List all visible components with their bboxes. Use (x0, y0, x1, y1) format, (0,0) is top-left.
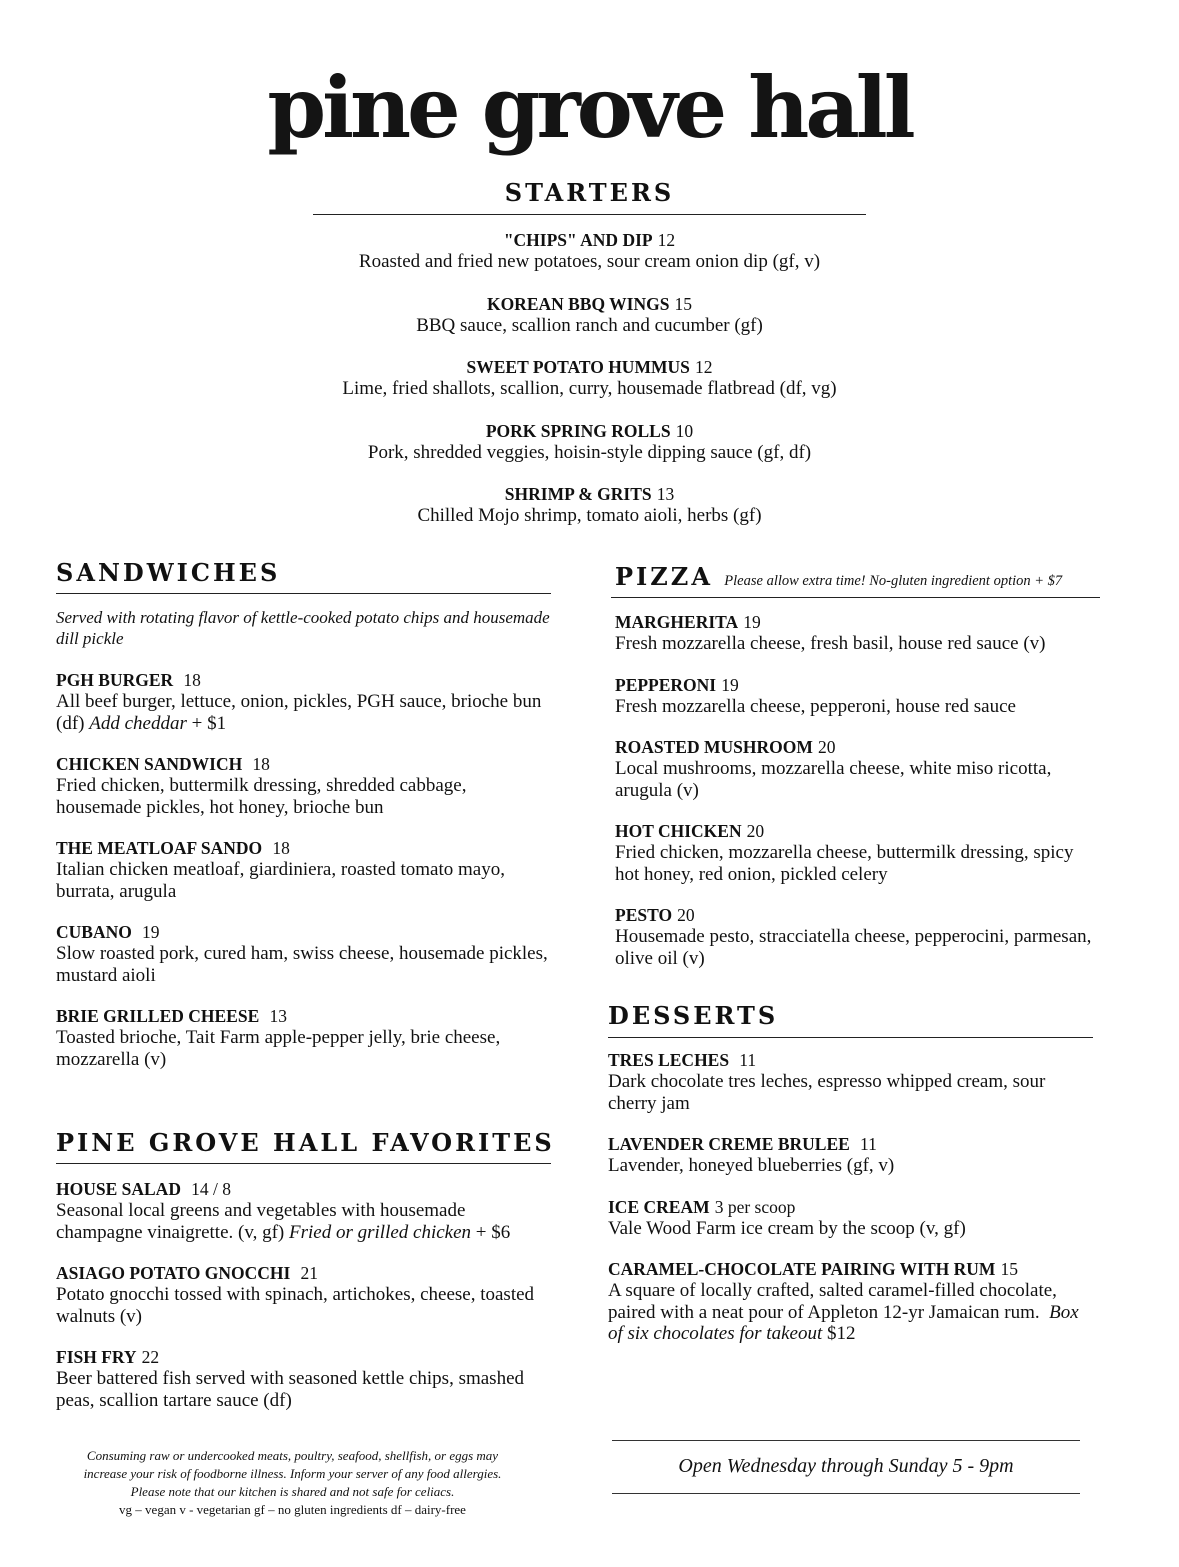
item-price: 19 (721, 674, 739, 695)
item-price: 12 (694, 357, 713, 377)
sandwiches-divider (56, 593, 551, 594)
item-price: 13 (656, 484, 675, 504)
desserts-heading: DESSERTS (608, 1001, 779, 1030)
item-description: Fresh mozzarella cheese, fresh basil, house red sauce (v) (615, 633, 1046, 654)
pizza-heading (615, 562, 1062, 596)
item-name: LAVENDER CREME BRULEE (608, 1134, 850, 1154)
item-name: PESTO (615, 905, 673, 925)
item-price: 14 / 8 (191, 1179, 232, 1199)
item-description: Fresh mozzarella cheese, pepperoni, house red sauce (615, 695, 1016, 717)
item-price: 11 (859, 1134, 877, 1154)
menu-item (608, 1050, 1093, 1114)
item-addon-price: + $1 (191, 712, 227, 734)
menu-item (56, 838, 551, 902)
item-description: Pork, shredded veggies, hoisin-style dipping sauce (gf, df) (367, 441, 812, 463)
item-price: 20 (746, 821, 765, 841)
item-price: 19 (142, 922, 160, 942)
item-name: SWEET POTATO HUMMUS (466, 357, 690, 377)
item-description: Chilled Mojo shrimp, tomato aioli, herbs (gf) (417, 505, 762, 526)
item-description: Beer battered fish served with seasoned kettle chips, smashed peas, scallion tartare sauce (df) (56, 1368, 524, 1411)
menu-item (608, 1259, 1093, 1345)
item-name: MARGHERITA (615, 612, 739, 632)
menu-item (56, 1263, 551, 1327)
item-price: 21 (300, 1263, 319, 1283)
hours-bottom-divider (612, 1493, 1080, 1494)
item-price: 12 (657, 230, 676, 250)
item-name: CARAMEL-CHOCOLATE PAIRING WITH RUM (608, 1259, 996, 1279)
desserts-list (608, 1050, 1093, 1365)
pizza-list (615, 612, 1100, 989)
pizza-note: Please allow extra time! No-gluten ingredient option + $7 (724, 573, 1063, 589)
item-addon: Add cheddar (89, 712, 187, 734)
item-description: Lime, fried shallots, scallion, curry, housemade flatbread (df, vg) (342, 378, 837, 399)
item-description: Vale Wood Farm ice cream by the scoop (v, gf) (608, 1217, 966, 1239)
item-price: 20 (677, 905, 695, 925)
item-description: Dark chocolate tres leches, espresso whipped cream, sour cherry jam (608, 1071, 1046, 1114)
item-price: 15 (1000, 1259, 1019, 1279)
item-description: Fried chicken, mozzarella cheese, buttermilk dressing, spicy hot honey, red onion, pickled celery (615, 842, 1074, 885)
menu-item (615, 612, 1100, 655)
item-description: Housemade pesto, stracciatella cheese, pepperocini, parmesan, olive oil (v) (615, 926, 1092, 969)
item-name: CUBANO (56, 922, 132, 942)
footnote-line: Consuming raw or undercooked meats, poultry, seafood, shellfish, or eggs may (86, 1448, 499, 1463)
item-description: Toasted brioche, Tait Farm apple-pepper jelly, brie cheese, mozzarella (v) (56, 1027, 501, 1070)
menu-item (0, 421, 1179, 464)
item-price: 20 (817, 737, 836, 757)
menu-item (56, 1006, 551, 1070)
item-name: ASIAGO POTATO GNOCCHI (56, 1263, 291, 1283)
favorites-list (56, 1179, 551, 1431)
item-description: Lavender, honeyed blueberries (gf, v) (608, 1155, 895, 1176)
menu-item (56, 922, 551, 986)
menu-item (56, 670, 551, 734)
menu-item (0, 484, 1179, 527)
item-price: 19 (743, 612, 761, 632)
item-price: 11 (739, 1050, 757, 1070)
item-name: ICE CREAM (608, 1196, 710, 1217)
item-addon-price: $12 (826, 1323, 856, 1344)
item-name: BRIE GRILLED CHEESE (56, 1006, 260, 1026)
item-description (56, 1200, 551, 1243)
item-description: Potato gnocchi tossed with spinach, artichokes, cheese, toasted walnuts (v) (56, 1284, 535, 1327)
starters-heading: STARTERS (504, 178, 675, 207)
allergy-footnote (40, 1447, 545, 1519)
item-description-text: Seasonal local greens and vegetables with housemade champagne vinaigrette. (v, gf) (56, 1200, 466, 1243)
item-name: HOT CHICKEN (615, 821, 742, 841)
sandwiches-heading: SANDWICHES (56, 558, 281, 587)
item-name: PEPPERONI (615, 674, 717, 695)
item-price: 18 (252, 754, 270, 774)
item-name: PORK SPRING ROLLS (485, 420, 671, 441)
menu-item (615, 905, 1100, 969)
item-description (56, 691, 551, 734)
starters-divider (313, 214, 866, 215)
menu-item (0, 294, 1179, 337)
desserts-divider (608, 1037, 1093, 1038)
menu-item (615, 821, 1100, 885)
item-description: Slow roasted pork, cured ham, swiss cheese, housemade pickles, mustard aioli (56, 943, 548, 986)
menu-item (56, 1347, 551, 1411)
favorites-divider (56, 1163, 551, 1164)
item-name: ROASTED MUSHROOM (615, 737, 813, 757)
sandwiches-list (56, 607, 551, 1090)
pizza-title: PIZZA (615, 562, 713, 591)
item-addon: Fried or grilled chicken (289, 1221, 472, 1243)
menu-item (0, 357, 1179, 400)
item-price: 18 (183, 670, 201, 690)
item-name: KOREAN BBQ WINGS (486, 293, 670, 314)
item-price: 13 (269, 1006, 287, 1026)
menu-item (615, 675, 1100, 718)
sandwiches-intro: Served with rotating flavor of kettle-cooked potato chips and housemade dill pickle (56, 608, 550, 648)
diet-legend: vg – vegan v - vegetarian gf – no gluten ingredients df – dairy-free (119, 1502, 466, 1517)
item-price: 10 (675, 420, 694, 441)
footnote-line: increase your risk of foodborne illness. Inform your server of any food allergies. (83, 1466, 502, 1481)
opening-hours: Open Wednesday through Sunday 5 - 9pm (678, 1455, 1014, 1477)
item-name: "CHIPS" AND DIP (503, 230, 653, 250)
item-addon: Box of six chocolates for takeout (608, 1301, 1079, 1344)
favorites-heading: PINE GROVE HALL FAVORITES (56, 1128, 555, 1157)
restaurant-logo: pine grove hall (267, 58, 912, 157)
menu-item (56, 1179, 551, 1243)
item-description: Roasted and fried new potatoes, sour cream onion dip (gf, v) (358, 251, 821, 272)
footnote-line: Please note that our kitchen is shared and not safe for celiacs. (130, 1484, 455, 1499)
pizza-divider (611, 597, 1100, 598)
item-description: Fried chicken, buttermilk dressing, shredded cabbage, housemade pickles, hot honey, brioche bun (56, 775, 467, 818)
menu-item (608, 1134, 1093, 1177)
item-description-text: A square of locally crafted, salted caramel-filled chocolate, paired with a neat pour of Appleton 12-yr Jamaican rum. (608, 1280, 1057, 1323)
menu-item (615, 737, 1100, 801)
item-name: FISH FRY (56, 1347, 137, 1367)
item-description: Local mushrooms, mozzarella cheese, white miso ricotta, arugula (v) (615, 758, 1052, 801)
menu-item (0, 230, 1179, 273)
menu-item (608, 1197, 1093, 1240)
item-price: 22 (141, 1347, 160, 1367)
hours-top-divider (612, 1440, 1080, 1441)
item-price: 15 (674, 293, 693, 314)
item-name: HOUSE SALAD (56, 1179, 181, 1199)
item-name: PGH BURGER (56, 670, 174, 690)
item-price: 18 (272, 838, 290, 858)
item-description (608, 1280, 1093, 1345)
item-description: BBQ sauce, scallion ranch and cucumber (gf) (416, 314, 763, 336)
item-name: CHICKEN SANDWICH (56, 754, 243, 774)
item-price: 3 per scoop (714, 1196, 796, 1217)
starters-list (0, 230, 1179, 548)
item-description: Italian chicken meatloaf, giardiniera, roasted tomato mayo, burrata, arugula (56, 859, 505, 902)
item-addon-price: + $6 (475, 1221, 511, 1243)
item-name: THE MEATLOAF SANDO (56, 838, 263, 858)
menu-item (56, 754, 551, 818)
item-name: TRES LECHES (608, 1050, 730, 1070)
item-description-text: All beef burger, lettuce, onion, pickles, PGH sauce, brioche bun (df) (56, 691, 542, 734)
item-name: SHRIMP & GRITS (504, 484, 652, 504)
